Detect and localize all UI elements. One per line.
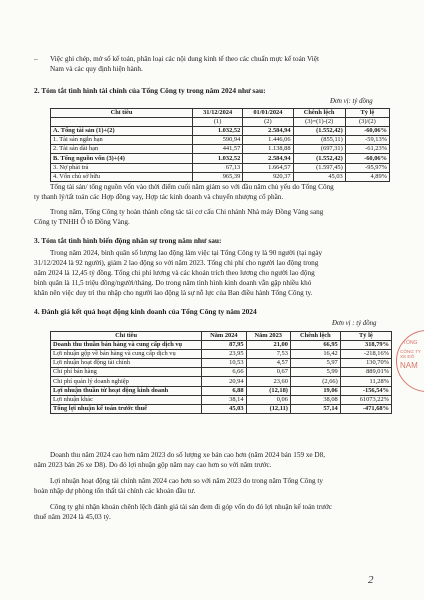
subheader-cell: (1) xyxy=(193,118,243,127)
header-cell: 01/01/2024 xyxy=(243,109,293,118)
header-cell: Tỷ lệ xyxy=(340,332,391,341)
cell-value: 23,95 xyxy=(202,350,246,359)
table-row xyxy=(51,163,390,172)
section-4-para-2-line-1: Lợi nhuận hoạt động tài chính năm 2024 cao hơn so với năm 2023 do trong năm Tổng Công ty xyxy=(50,477,323,485)
cell-value: -471,68% xyxy=(340,404,391,413)
cell-value: 23,60 xyxy=(246,377,290,386)
section-3-line-3: năm 2024 là 12,45 tỷ đồng. Tổng chi phí lương và các khoản trích theo lương cho người lao động xyxy=(34,269,315,277)
cell-value: 11,28% xyxy=(340,377,391,386)
header-cell: Chỉ tiêu xyxy=(51,109,193,118)
table-row xyxy=(51,341,392,350)
section-3-line-4: bình quân là 11,5 triệu đồng/người/tháng. Do trong năm tình hình kinh doanh vẫn gặp nhiều khó xyxy=(34,279,312,287)
row-label: 2. Tài sản dài hạn xyxy=(51,145,193,154)
section-2-para-2-line-2: Công ty TNHH Ô tô Đồng Vàng. xyxy=(34,218,130,226)
cell-value: 20,94 xyxy=(202,377,246,386)
subheader-cell: (2) xyxy=(243,118,293,127)
cell-value: 1.138,88 xyxy=(243,145,293,154)
subheader-cell: (3)/(2) xyxy=(345,118,389,127)
section-2-para-2-line-1: Trong năm, Tổng Công ty hoàn thành công tác tái cơ cấu Chi nhánh Nhà máy Đồng Vàng sang xyxy=(50,208,324,216)
cell-value: (855,11) xyxy=(293,136,345,145)
row-label: Lợi nhuận thuần từ hoạt động kinh doanh xyxy=(51,386,202,395)
cell-value: 57,14 xyxy=(290,404,340,413)
cell-value: 7,53 xyxy=(246,350,290,359)
stamp-text-middle: CÔNG TY XE ĐÔ xyxy=(400,349,421,359)
section-2-unit: Đơn vị: tỷ đồng xyxy=(330,98,373,105)
cell-value: 2.584,94 xyxy=(243,127,293,136)
table-row xyxy=(51,386,392,395)
cell-value: 66,95 xyxy=(290,341,340,350)
cell-value: -59,13% xyxy=(345,136,389,145)
cell-value: 965,39 xyxy=(193,172,243,181)
section-3-line-2: 31/12/2024 là 92 người), giảm 2 lao động so với năm 2023. Tổng chi phí cho người lao động trong xyxy=(34,259,319,267)
section-2-para-1-line-1: Tổng tài sản/ tổng nguồn vốn vào thời điểm cuối năm giảm so với đầu năm chủ yếu do Tổng Công xyxy=(50,183,334,191)
cell-value: 5,99 xyxy=(290,368,340,377)
cell-value: (12,11) xyxy=(246,404,290,413)
cell-value: 1.446,06 xyxy=(243,136,293,145)
cell-value: 87,95 xyxy=(202,341,246,350)
stamp-text-bottom: NAM xyxy=(400,361,418,370)
table-row xyxy=(51,404,392,413)
section-4-unit: Đơn vị : tỷ đồng xyxy=(332,320,377,327)
table-row xyxy=(51,127,390,136)
section-4-para-3-line-1: Công ty ghi nhận khoản chênh lệch đánh giá tài sản đem đi góp vốn do đó lợi nhuận kế toán trước xyxy=(50,503,332,511)
cell-value: (697,31) xyxy=(293,145,345,154)
cell-value: 4,89% xyxy=(345,172,389,181)
cell-value: 10,53 xyxy=(202,359,246,368)
cell-value: -156,54% xyxy=(340,386,391,395)
table-header-row xyxy=(51,332,392,341)
row-label: Doanh thu thuần bán hàng và cung cấp dịch vụ xyxy=(51,341,202,350)
table-row xyxy=(51,377,392,386)
cell-value: 5,97 xyxy=(290,359,340,368)
cell-value: (12,18) xyxy=(246,386,290,395)
cell-value: 4,57 xyxy=(246,359,290,368)
section-3-title: 3. Tóm tắt tình hình biến động nhân sự trong năm như sau: xyxy=(34,236,222,245)
page-number: 2 xyxy=(368,574,374,586)
section-4-para-3-line-2: thuế năm 2024 là 45,03 tỷ. xyxy=(34,513,111,521)
table-row xyxy=(51,145,390,154)
cell-value: 0,67 xyxy=(246,368,290,377)
cell-value: 1.032,52 xyxy=(193,154,243,163)
cell-value: (2,66) xyxy=(290,377,340,386)
header-cell: Chỉ tiêu xyxy=(51,332,202,341)
subheader-cell xyxy=(51,118,193,127)
cell-value: 38,14 xyxy=(202,395,246,404)
cell-value: 16,42 xyxy=(290,350,340,359)
header-cell: Năm 2023 xyxy=(246,332,290,341)
table-row xyxy=(51,172,390,181)
cell-value: 1.032,52 xyxy=(193,127,243,136)
cell-value: 590,94 xyxy=(193,136,243,145)
cell-value: 67,13 xyxy=(193,163,243,172)
section-3-line-1: Trong năm 2024, bình quân số lượng lao động làm việc tại Tổng Công ty là 90 người (tại ngày xyxy=(50,249,323,257)
row-label: 1. Tài sản ngắn hạn xyxy=(51,136,193,145)
table-header-row xyxy=(51,109,390,118)
cell-value: 45,03 xyxy=(293,172,345,181)
cell-value: 61073,22% xyxy=(340,395,391,404)
cell-value: 130,70% xyxy=(340,359,391,368)
cell-value: 45,03 xyxy=(202,404,246,413)
cell-value: 1.664,57 xyxy=(243,163,293,172)
cell-value: 21,00 xyxy=(246,341,290,350)
cell-value: 889,01% xyxy=(340,368,391,377)
table-row xyxy=(51,350,392,359)
header-cell: Chênh lệch xyxy=(290,332,340,341)
row-label: Lợi nhuận hoạt động tài chính xyxy=(51,359,202,368)
row-label: Chi phí quản lý doanh nghiệp xyxy=(51,377,202,386)
bullet-dash: – xyxy=(34,55,38,63)
cell-value: (1.552,42) xyxy=(293,127,345,136)
cell-value: -218,16% xyxy=(340,350,391,359)
row-label: 4. Vốn chủ sở hữu xyxy=(51,172,193,181)
header-cell: Tỷ lệ xyxy=(345,109,389,118)
table-row xyxy=(51,136,390,145)
section-2-para-1-line-2: ty thanh lý/tất toán các Hợp đồng vay, Hợp tác kinh doanh và chuyển nhượng cổ phần. xyxy=(34,193,284,201)
section-3-line-5: khăn nên việc duy trì thu nhập cho người lao động là sự nỗ lực của Ban điều hành Tổng Công ty. xyxy=(34,289,313,297)
stamp-text-top: TỔNG xyxy=(403,340,418,346)
row-label: 3. Nợ phải trả xyxy=(51,163,193,172)
row-label: Tổng lợi nhuận kế toán trước thuế xyxy=(51,404,202,413)
cell-value: 318,79% xyxy=(340,341,391,350)
cell-value: -61,23% xyxy=(345,145,389,154)
section-4-para-1-line-1: Doanh thu năm 2024 cao hơn năm 2023 do số lượng xe bán cao hơn (năm 2024 bán 159 xe D8, xyxy=(50,451,325,459)
table-row xyxy=(51,395,392,404)
intro-line-2: Nam và các quy định hiện hành. xyxy=(50,65,143,73)
cell-value: (1.597,45) xyxy=(293,163,345,172)
company-seal-stamp xyxy=(396,330,424,392)
cell-value: (1.552,42) xyxy=(293,154,345,163)
table-row xyxy=(51,359,392,368)
section-4-title: 4. Đánh giá kết quả hoạt động kinh doanh của Tổng Công ty năm 2024 xyxy=(34,307,257,316)
header-cell: Chênh lệch xyxy=(293,109,345,118)
cell-value: 38,08 xyxy=(290,395,340,404)
cell-value: 6,88 xyxy=(202,386,246,395)
section-2-title: 2. Tóm tắt tình hình tài chính của Tổng Công ty trong năm 2024 như sau: xyxy=(34,86,266,95)
cell-value: 2.584,94 xyxy=(243,154,293,163)
cell-value: 19,06 xyxy=(290,386,340,395)
table-row xyxy=(51,368,392,377)
section-4-para-2-line-2: hoàn nhập dự phòng tổn thất tài chính các khoản đầu tư. xyxy=(34,487,196,495)
subheader-cell: (3)=(1)-(2) xyxy=(293,118,345,127)
intro-line-1: Việc ghi chép, mở số kế toán, phân loại các nội dung kinh tế theo các chuẩn mực kế toán Việt xyxy=(50,55,319,63)
table-row xyxy=(51,154,390,163)
cell-value: -95,97% xyxy=(345,163,389,172)
cell-value: 6,66 xyxy=(202,368,246,377)
cell-value: 441,57 xyxy=(193,145,243,154)
table-subheader-row xyxy=(51,118,390,127)
financial-summary-table xyxy=(50,108,390,182)
row-label: Lợi nhuận gộp về bán hàng và cung cấp dịch vụ xyxy=(51,350,202,359)
row-label: A. Tổng tài sản (1)+(2) xyxy=(51,127,193,136)
row-label: B. Tổng nguồn vốn (3)+(4) xyxy=(51,154,193,163)
section-4-para-1-line-2: năm 2023 bán 26 xe D8). Do đó lợi nhuận gộp năm nay cao hơn so với năm trước. xyxy=(34,461,272,469)
header-cell: Năm 2024 xyxy=(202,332,246,341)
cell-value: -60,06% xyxy=(345,127,389,136)
header-cell: 31/12/2024 xyxy=(193,109,243,118)
business-results-table xyxy=(50,331,392,414)
cell-value: 0,06 xyxy=(246,395,290,404)
row-label: Lợi nhuận khác xyxy=(51,395,202,404)
cell-value: -60,06% xyxy=(345,154,389,163)
row-label: Chi phí bán hàng xyxy=(51,368,202,377)
cell-value: 920,37 xyxy=(243,172,293,181)
